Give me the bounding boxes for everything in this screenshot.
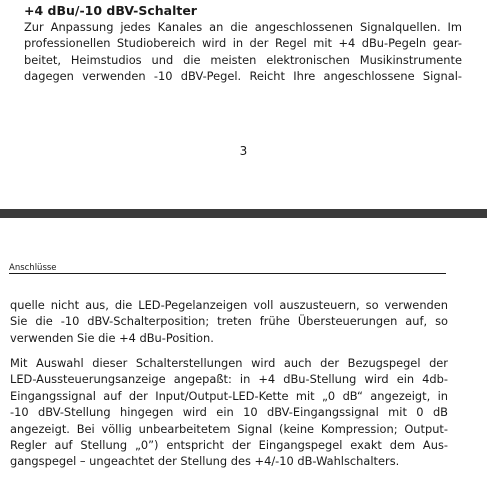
paragraph-line: LED-Aussteuerungsanzeige angepaßt: in +4 dBu-Stellung wird ein 4db- (10, 372, 448, 387)
paragraph-line: Eingangssignal auf der Input/Output-LED-Kette mit „0 dB“ angezeigt, in (10, 388, 448, 403)
paragraph-line: angezeigt. Bei völlig unbearbeitetem Signal (keine Kompression; Output- (10, 421, 448, 436)
paragraph-line: -10 dBV-Stellung hingegen wird ein 10 dBV-Eingangssignal mit 0 dB (10, 405, 448, 420)
section-heading: +4 dBu/-10 dBV-Schalter (24, 3, 197, 18)
paragraph-line: professionellen Studiobereich wird in der Regel mit +4 dBu-Pegeln gear- (24, 36, 462, 51)
running-head: Anschlüsse (9, 263, 57, 273)
paragraph-line: Sie die -10 dBV-Schalterposition; treten frühe Übersteuerungen auf, so (10, 314, 448, 329)
header-rule (9, 273, 446, 274)
page-number: 3 (239, 144, 248, 158)
paragraph-line: Regler auf Stellung „0”) entspricht der Eingangspegel exakt dem Aus- (10, 438, 448, 453)
paragraph-line: quelle nicht aus, die LED-Pegelanzeigen voll auszusteuern, so verwenden (10, 298, 448, 312)
paragraph-line: beitet, Heimstudios und die meisten elektronischen Musikinstrumente (24, 52, 462, 67)
paragraph-line: dagegen verwenden -10 dBV-Pegel. Reicht Ihre angeschlossene Signal- (24, 69, 462, 84)
paragraph-line: verwenden Sie die +4 dBu-Position. (10, 330, 214, 345)
paragraph-line: gangspegel – ungeachtet der Stellung des +4/-10 dB-Wahlschalters. (10, 454, 400, 469)
reference-level-paragraph (10, 355, 448, 470)
paragraph-line: Mit Auswahl dieser Schalterstellungen wird auch der Bezugspegel der (10, 356, 448, 370)
intro-paragraph (24, 19, 462, 85)
page-separator (0, 209, 487, 218)
paragraph-line: Zur Anpassung jedes Kanales an die angeschlossenen Signalquellen. Im (24, 20, 462, 34)
continuation-paragraph (10, 297, 448, 346)
